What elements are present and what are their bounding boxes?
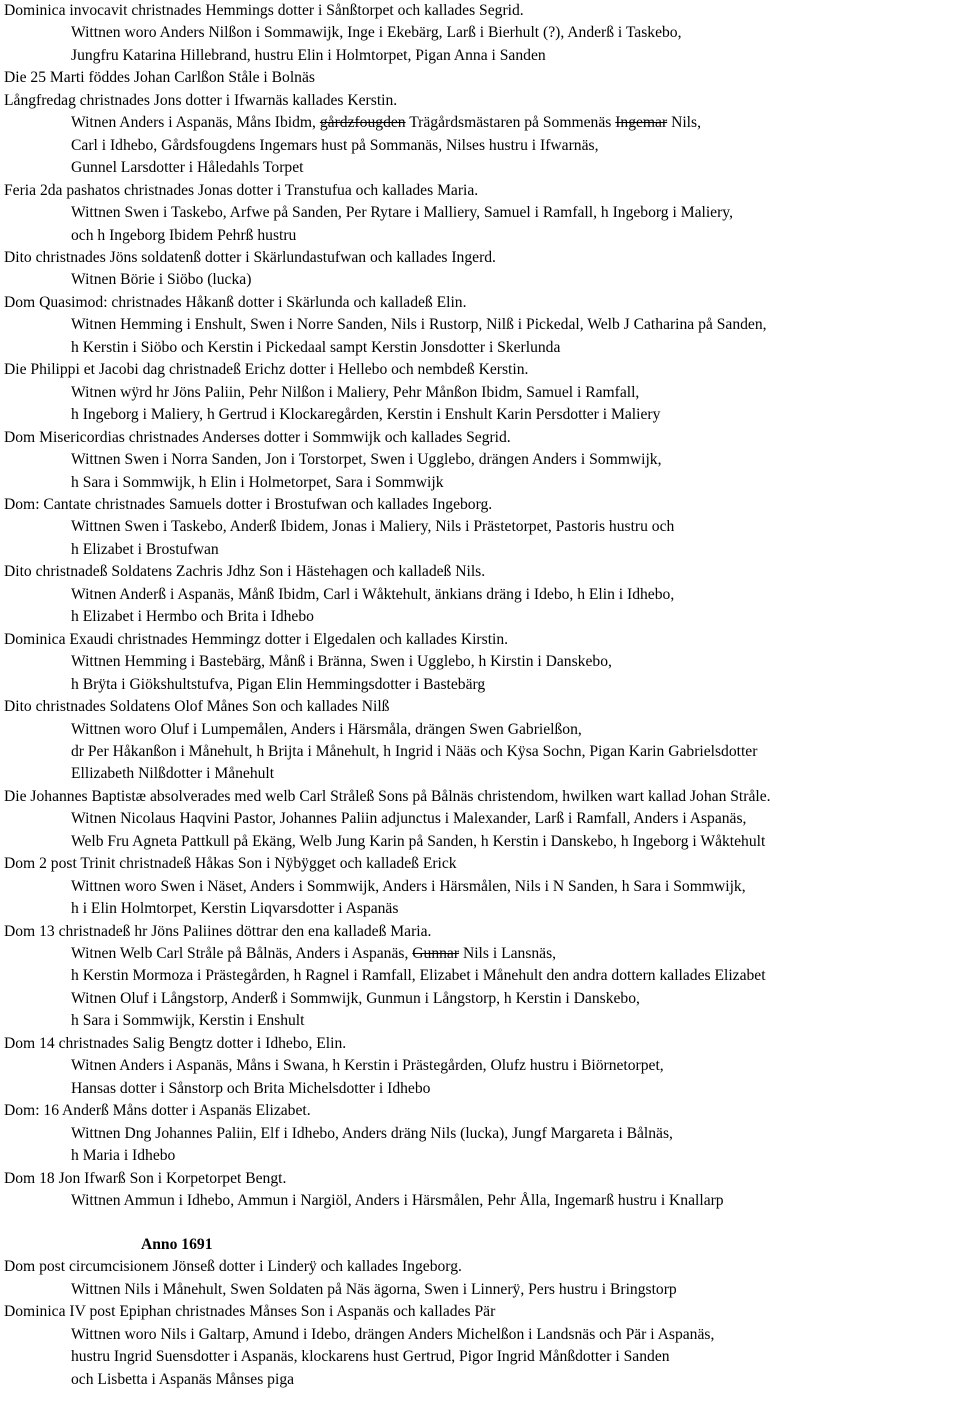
entry-line: Dom: 16 Anderß Måns dotter i Aspanäs Elizabet.	[4, 1102, 311, 1120]
line-segment: Witnen Welb Carl Stråle på Bålnäs, Anders i Aspanäs,	[71, 945, 413, 963]
witness-line: Witnen Anders i Aspanäs, Måns i Swana, h Kerstin i Prästegården, Olufz hustru i Biörnetorpet,	[71, 1057, 664, 1075]
entry-line: Dom post circumcisionem Jönseß dotter i Linderÿ och kallades Ingeborg.	[4, 1258, 462, 1276]
witness-line: Gunnel Larsdotter i Håledahls Torpet	[71, 159, 304, 177]
witness-line: h Sara i Sommwijk, h Elin i Holmetorpet, Sara i Sommwijk	[71, 473, 444, 491]
baptism-register-entries	[4, 0, 956, 1212]
entry-line: Dom 2 post Trinit christnadeß Håkas Son i Nÿbÿgget och kalladeß Erick	[4, 855, 457, 873]
section-gap	[4, 1212, 956, 1234]
witness-line: h i Elin Holmtorpet, Kerstin Liqvarsdotter i Aspanäs	[71, 900, 399, 918]
witness-line: och Lisbetta i Aspanäs Månses piga	[71, 1370, 295, 1388]
witness-line: Witnen Nicolaus Haqvini Pastor, Johannes Paliin adjunctus i Malexander, Larß i Ramfall, Anders i Aspanäs,	[71, 810, 747, 828]
witness-line: h Elizabet i Hermbo och Brita i Idhebo	[71, 608, 314, 626]
entry-line: Die 25 Marti föddes Johan Carlßon Ståle i Bolnäs	[4, 69, 315, 87]
witness-line: Witnen Anderß i Aspanäs, Månß Ibidm, Carl i Wåktehult, änkians dräng i Idebo, h Elin i Idhebo,	[71, 585, 675, 603]
witness-line: Carl i Idhebo, Gårdsfougdens Ingemars hust på Sommanäs, Nilses hustru i Ifwarnäs,	[71, 136, 599, 154]
witness-line: och h Ingeborg Ibidem Pehrß hustru	[71, 226, 297, 244]
entry-line: Dito christnades Soldatens Olof Månes Son och kallades Nilß	[4, 698, 390, 716]
witness-line: Wittnen Swen i Taskebo, Arfwe på Sanden, Per Rytare i Malliery, Samuel i Ramfall, h Ingeborg i Maliery,	[71, 204, 733, 222]
entry-line: Dom 14 christnades Salig Bengtz dotter i Idhebo, Elin.	[4, 1034, 347, 1052]
struck-through-word: gårdzfougden	[319, 114, 406, 132]
entry-line: Dom 18 Jon Ifwarß Son i Korpetorpet Bengt.	[4, 1169, 287, 1187]
witness-line: Witnen Oluf i Långstorp, Anderß i Sommwijk, Gunmun i Långstorp, h Kerstin i Danskebo,	[71, 989, 640, 1007]
witness-line: Welb Fru Agneta Pattkull på Ekäng, Welb Jung Karin på Sanden, h Kerstin i Danskebo, h Ingeborg i Wåktehult	[71, 832, 766, 850]
entry-line: Dom: Cantate christnades Samuels dotter i Brostufwan och kallades Ingeborg.	[4, 495, 493, 513]
witness-line: Wittnen woro Oluf i Lumpemålen, Anders i Härsmåla, drängen Swen Gabrielßon,	[71, 720, 582, 738]
witness-line	[4, 943, 956, 965]
line-segment: Trägårdsmästaren på Sommenäs	[405, 114, 616, 132]
witness-line: h Kerstin Mormoza i Prästegården, h Ragnel i Ramfall, Elizabet i Månehult den andra dottern kallades Elizabet	[71, 967, 766, 985]
witness-line: h Brÿta i Giökshultstufva, Pigan Elin Hemmingsdotter i Bastebärg	[71, 675, 486, 693]
witness-line: hustru Ingrid Suensdotter i Aspanäs, klockarens hust Gertrud, Pigor Ingrid Månßdotter i Sanden	[71, 1348, 670, 1366]
entry-line: Dito christnades Jöns soldatenß dotter i Skärlundastufwan och kallades Ingerd.	[4, 248, 496, 266]
witness-line: h Sara i Sommwijk, Kerstin i Enshult	[71, 1012, 305, 1030]
witness-line: Witnen Börie i Siöbo (lucka)	[71, 271, 252, 289]
witness-line: Wittnen Ammun i Idhebo, Ammun i Nargiöl, Anders i Härsmålen, Pehr Ålla, Ingemarß hustru i Knallarp	[71, 1192, 724, 1210]
witness-line: Wittnen Hemming i Bastebärg, Månß i Bränna, Swen i Ugglebo, h Kirstin i Danskebo,	[71, 653, 612, 671]
witness-line: dr Per Håkanßon i Månehult, h Brijta i Månehult, h Ingrid i Nääs och Kÿsa Sochn, Pigan Karin Gabrielsdotter	[71, 742, 758, 760]
witness-line: Witnen wÿrd hr Jöns Paliin, Pehr Nilßon i Maliery, Pehr Månßon Ibidm, Samuel i Ramfall,	[71, 383, 640, 401]
entry-line: Dom Quasimod: christnades Håkanß dotter i Skärlunda och kalladeß Elin.	[4, 293, 467, 311]
line-segment: Witnen Anders i Aspanäs, Måns Ibidm,	[71, 114, 320, 132]
witness-line: Wittnen woro Anders Nilßon i Sommawijk, Inge i Ekebärg, Larß i Bierhult (?), Anderß i Taskebo,	[71, 24, 682, 42]
entry-line: Långfredag christnades Jons dotter i Ifwarnäs kallades Kerstin.	[4, 91, 398, 109]
year-heading: Anno 1691	[141, 1235, 213, 1253]
witness-line: Wittnen Swen i Taskebo, Anderß Ibidem, Jonas i Maliery, Nils i Prästetorpet, Pastoris hustru och	[71, 518, 675, 536]
entry-line: Dominica IV post Epiphan christnades Månses Son i Aspanäs och kallades Pär	[4, 1303, 496, 1321]
witness-line: Wittnen Dng Johannes Paliin, Elf i Idhebo, Anders dräng Nils (lucka), Jungf Margareta i Bålnäs,	[71, 1124, 673, 1142]
witness-line: Hansas dotter i Sånstorp och Brita Michelsdotter i Idhebo	[71, 1079, 431, 1097]
witness-line: h Kerstin i Siöbo och Kerstin i Pickedaal sampt Kerstin Jonsdotter i Skerlunda	[71, 338, 561, 356]
witness-line: h Elizabet i Brostufwan	[71, 540, 219, 558]
witness-line: Wittnen woro Swen i Näset, Anders i Sommwijk, Anders i Härsmålen, Nils i N Sanden, h Sara i Sommwijk,	[71, 877, 746, 895]
witness-line: Wittnen Swen i Norra Sanden, Jon i Torstorpet, Swen i Ugglebo, drängen Anders i Sommwijk,	[71, 451, 662, 469]
entry-line: Feria 2da pashatos christnades Jonas dotter i Transtufua och kallades Maria.	[4, 181, 479, 199]
baptism-register-entries-1691	[4, 1256, 956, 1391]
witness-line: Wittnen Nils i Månehult, Swen Soldaten på Näs ägorna, Swen i Linnerÿ, Pers hustru i Bringstorp	[71, 1280, 677, 1298]
witness-line	[4, 112, 956, 134]
witness-line: h Maria i Idhebo	[71, 1147, 176, 1165]
witness-line: Wittnen woro Nils i Galtarp, Amund i Idebo, drängen Anders Michelßon i Landsnäs och Pär i Aspanäs,	[71, 1325, 715, 1343]
entry-line: Die Philippi et Jacobi dag christnadeß Erichz dotter i Hellebo och nembdeß Kerstin.	[4, 361, 529, 379]
line-segment: Nils i Lansnäs,	[459, 945, 557, 963]
struck-through-word: Gunnar	[412, 945, 460, 963]
witness-line: h Ingeborg i Maliery, h Gertrud i Klockaregården, Kerstin i Enshult Karin Persdotter i Maliery	[71, 406, 661, 424]
witness-line: Witnen Hemming i Enshult, Swen i Norre Sanden, Nils i Rustorp, Nilß i Pickedal, Welb J Catharina på Sanden,	[71, 316, 767, 334]
entry-line: Dominica Exaudi christnades Hemmingz dotter i Elgedalen och kallades Kirstin.	[4, 630, 509, 648]
entry-line: Dom 13 christnadeß hr Jöns Paliines döttrar den ena kalladeß Maria.	[4, 922, 432, 940]
entry-line: Dito christnadeß Soldatens Zachris Jdhz Son i Hästehagen och kalladeß Nils.	[4, 563, 486, 581]
witness-line: Jungfru Katarina Hillebrand, hustru Elin i Holmtorpet, Pigan Anna i Sanden	[71, 46, 546, 64]
line-segment: Nils,	[667, 114, 701, 132]
witness-line: Ellizabeth Nilßdotter i Månehult	[71, 765, 275, 783]
struck-through-word: Ingemar	[615, 114, 668, 132]
entry-line: Die Johannes Baptistæ absolverades med welb Carl Stråleß Sons på Bålnäs christendom, hwilken wart kallad Johan Stråle.	[4, 787, 771, 805]
entry-line: Dominica invocavit christnades Hemmings dotter i Sånßtorpet och kallades Segrid.	[4, 2, 524, 19]
entry-line: Dom Misericordias christnades Anderses dotter i Sommwijk och kallades Segrid.	[4, 428, 511, 446]
